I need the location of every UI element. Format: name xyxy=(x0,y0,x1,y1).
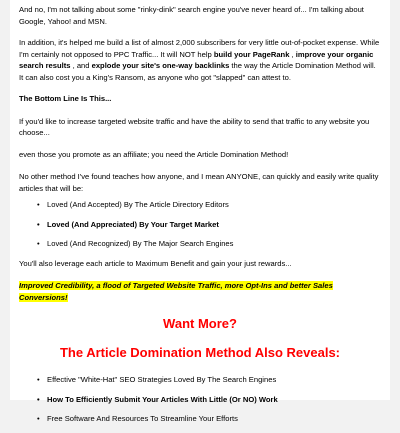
page xyxy=(10,0,390,423)
addition-bold-organic: improve your organic search results xyxy=(19,49,374,70)
bullet-icon: • xyxy=(37,239,40,248)
addition-bold-pagerank: build your PageRank xyxy=(213,49,290,59)
bullet-icon: • xyxy=(37,219,40,229)
bullet-icon: • xyxy=(37,375,40,384)
list-item xyxy=(37,413,381,425)
also-reveals-heading: The Article Domination Method Also Reveals: xyxy=(59,345,341,360)
addition-paragraph xyxy=(19,37,381,83)
affiliate-paragraph: even those you promote as an affiliate; you need the Article Domination Method! xyxy=(19,149,289,159)
addition-text-2: , xyxy=(289,49,296,59)
increase-traffic-paragraph: If you'd like to increase targeted website traffic and have the ability to send that traffic to any website you choose... xyxy=(19,116,370,137)
article-content xyxy=(19,0,381,433)
list-item xyxy=(37,219,381,231)
list-item-text: How To Efficiently Submit Your Articles With Little (Or NO) Work xyxy=(47,394,278,404)
list-item-text: Loved (And Appreciated) By Your Target Market xyxy=(47,219,219,229)
addition-bold-backlinks: explode your site's one-way backlinks xyxy=(91,61,230,70)
addition-text-3: , and xyxy=(70,61,92,70)
list-item xyxy=(37,394,381,406)
highlighted-benefits xyxy=(19,280,381,303)
leverage-paragraph: You'll also leverage each article to Maximum Benefit and gain your just rewards... xyxy=(19,258,292,268)
list-item-text: Free Software And Resources To Streamline Your Efforts xyxy=(47,414,238,423)
list-item-text: Loved (And Accepted) By The Article Directory Editors xyxy=(47,200,229,209)
reveals-list xyxy=(19,374,381,425)
bottom-line-heading: The Bottom Line Is This... xyxy=(19,94,112,103)
list-item xyxy=(37,374,381,386)
no-other-method-paragraph: No other method I've found teaches how anyone, and I mean ANYONE, can quickly and easily write quality articles that will be: xyxy=(19,172,379,193)
list-item-text: Loved (And Recognized) By The Major Search Engines xyxy=(47,239,234,248)
addition-text-4: the way the Article Domination Method will. It can also cost you a King's Ransom, as anyone who got "slapped" can attest to. xyxy=(19,61,376,82)
list-item xyxy=(37,238,381,250)
addition-text-1: In addition, it's helped me build a list of almost 2,000 subscribers for very little out-of-pocket expense. While I'm certainly not opposed to PPC Traffic... It will NOT help xyxy=(19,38,380,59)
list-item-text: Effective "White-Hat" SEO Strategies Loved By The Search Engines xyxy=(47,375,277,384)
bullet-icon: • xyxy=(37,394,40,404)
bullet-icon: • xyxy=(37,200,40,209)
want-more-heading: Want More? xyxy=(163,316,237,331)
intro-paragraph: And no, I'm not talking about some "rinky-dink" search engine you've never heard of... I'm talking about Google, Yahoo! and MSN. xyxy=(19,5,364,26)
bullet-icon: • xyxy=(37,414,40,423)
highlight-text: Improved Credibility, a flood of Targeted Website Traffic, more Opt-Ins and better Sales Conversions! xyxy=(19,281,333,302)
list-item xyxy=(37,199,381,211)
benefits-list xyxy=(19,199,381,250)
